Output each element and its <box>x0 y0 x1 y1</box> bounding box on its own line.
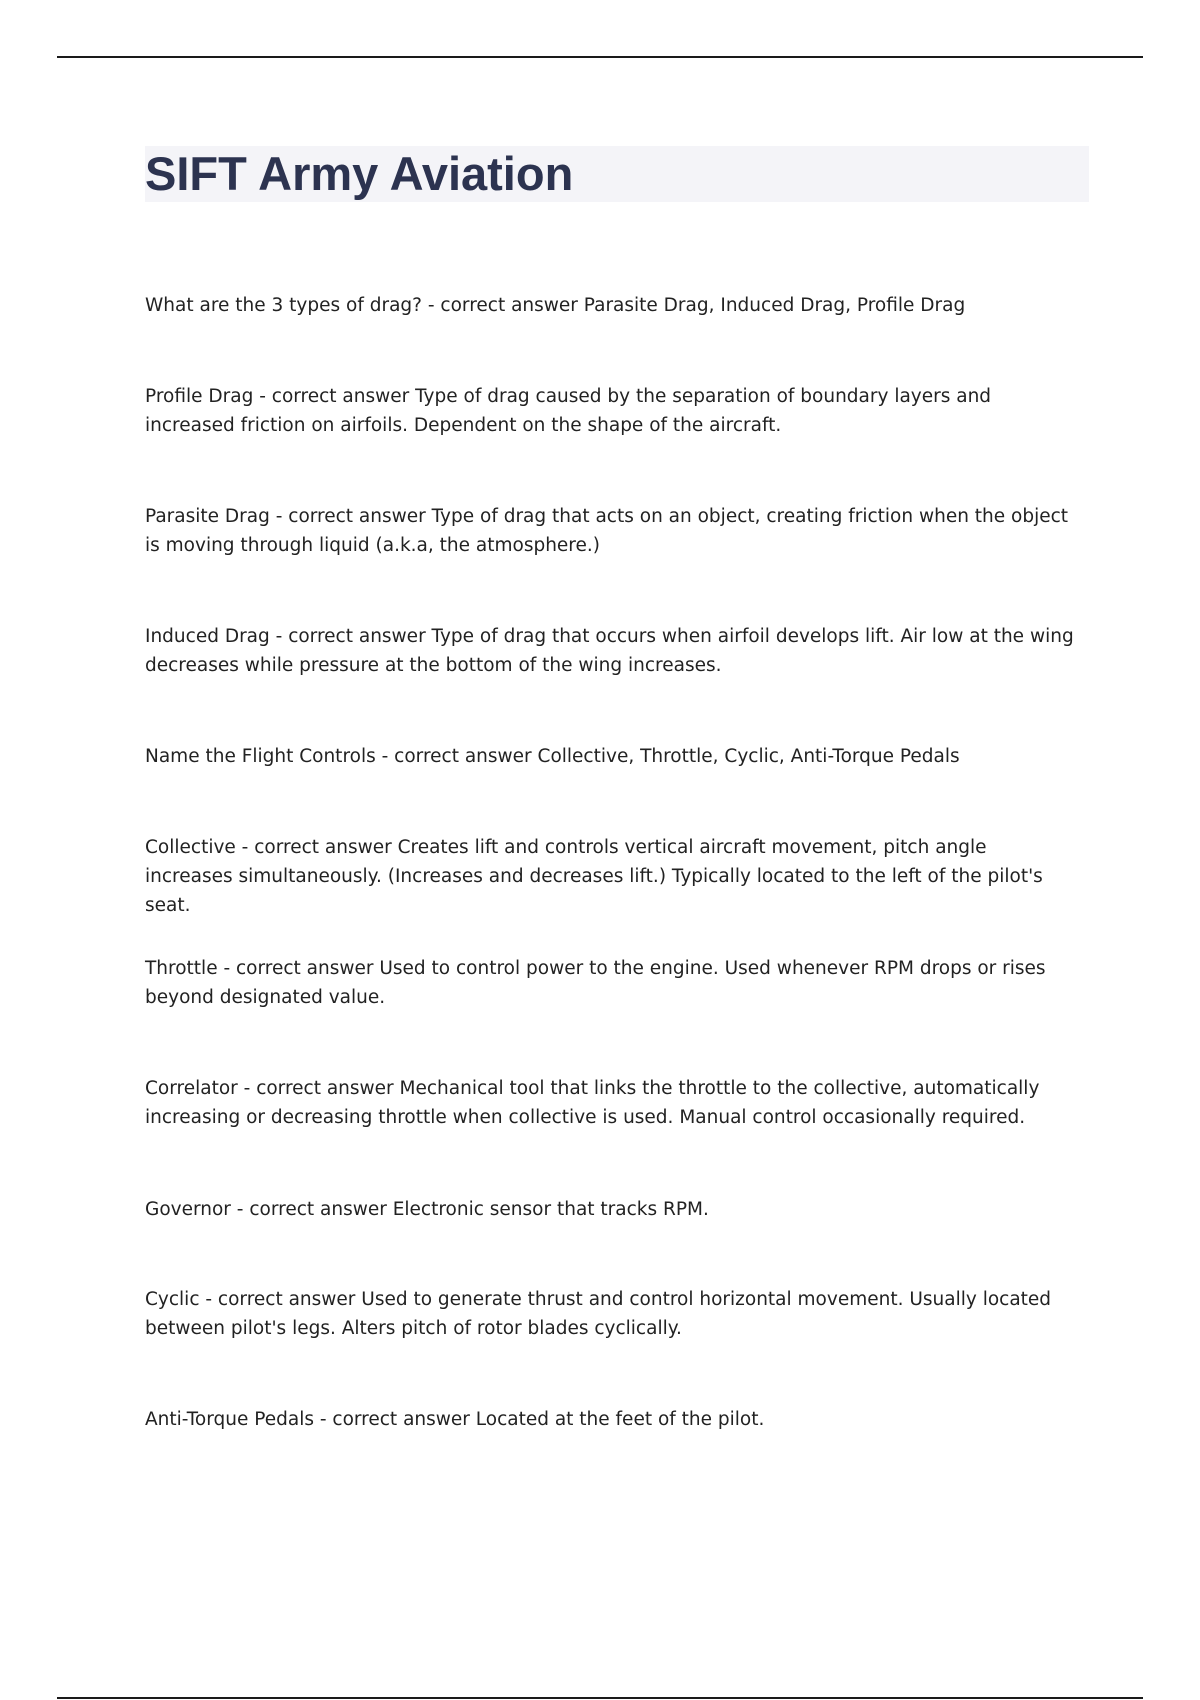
qa-entry-collective: Collective - correct answer Creates lift and controls vertical aircraft movement, pitch angle increases simultaneously. (Increases and decreases lift.) Typically located to the left of the pilot's seat. <box>145 837 1043 916</box>
qa-entry-cyclic: Cyclic - correct answer Used to generate thrust and control horizontal movement. Usually located between pilot's legs. Alters pitch of rotor blades cyclically. <box>145 1289 1052 1339</box>
qa-entry-flight-controls: Name the Flight Controls - correct answer Collective, Throttle, Cyclic, Anti-Torque Pedals <box>145 746 960 767</box>
qa-entry-throttle: Throttle - correct answer Used to control power to the engine. Used whenever RPM drops or rises beyond designated value. <box>145 958 1046 1008</box>
qa-entry-types-of-drag: What are the 3 types of drag? - correct answer Parasite Drag, Induced Drag, Profile Drag <box>145 295 966 316</box>
qa-entry-governor: Governor - correct answer Electronic sensor that tracks RPM. <box>145 1199 709 1220</box>
qa-entry-correlator: Correlator - correct answer Mechanical tool that links the throttle to the collective, automatically increasing or decreasing throttle when collective is used. Manual control occasionally required. <box>145 1078 1040 1128</box>
qa-entry-profile-drag: Profile Drag - correct answer Type of drag caused by the separation of boundary layers and increased friction on airfoils. Dependent on the shape of the aircraft. <box>145 386 992 436</box>
top-rule <box>57 56 1143 58</box>
qa-entry-anti-torque-pedals: Anti-Torque Pedals - correct answer Located at the feet of the pilot. <box>145 1409 765 1430</box>
page-title: SIFT Army Aviation <box>145 147 574 200</box>
bottom-rule <box>57 1697 1143 1699</box>
qa-entry-parasite-drag: Parasite Drag - correct answer Type of drag that acts on an object, creating friction when the object is moving through liquid (a.k.a, the atmosphere.) <box>145 506 1069 556</box>
qa-entry-induced-drag: Induced Drag - correct answer Type of drag that occurs when airfoil develops lift. Air low at the wing decreases while pressure at the bottom of the wing increases. <box>145 626 1074 676</box>
